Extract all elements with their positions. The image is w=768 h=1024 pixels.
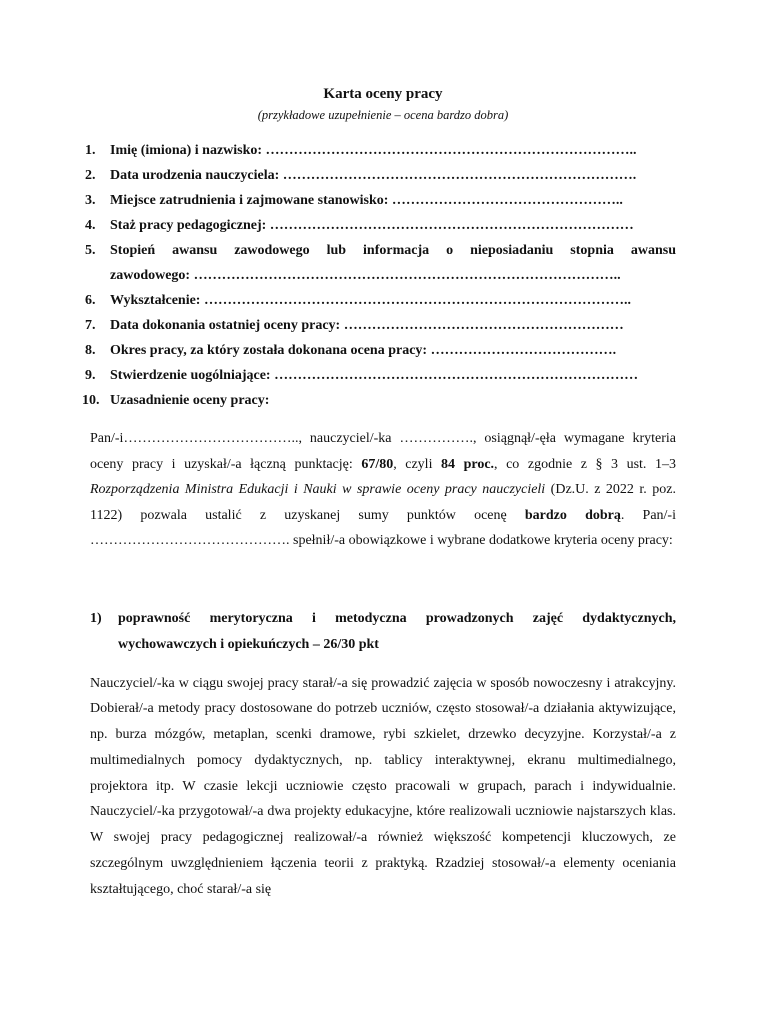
field-item	[85, 188, 676, 213]
document-subtitle: (przykładowe uzupełnienie – ocena bardzo dobra)	[257, 108, 509, 122]
field-label: Stwierdzenie uogólniające: ……………………………………………………………………	[110, 368, 639, 383]
field-item	[85, 213, 676, 238]
document-title: Karta oceny pracy	[323, 86, 443, 102]
field-number: 10.	[82, 393, 100, 408]
field-label: Miejsce zatrudnienia i zajmowane stanowisko: …………………………………………..	[110, 193, 623, 208]
field-number: 2.	[85, 168, 96, 183]
field-item	[85, 163, 676, 188]
field-label: Data dokonania ostatniej oceny pracy: ……………………………………………………	[110, 318, 624, 333]
field-number: 3.	[85, 193, 96, 208]
justification-text: , co zgodnie z § 3 ust. 1–3	[494, 456, 676, 472]
field-number: 1.	[85, 143, 96, 158]
field-item	[82, 388, 676, 413]
field-number: 9.	[85, 368, 96, 383]
criterion-number: 1)	[90, 610, 102, 626]
field-label: Data urodzenia nauczyciela: ………………………………………………………………….	[110, 168, 637, 183]
grade-value: bardzo dobrą	[524, 507, 621, 523]
field-list	[82, 138, 676, 413]
document-page	[82, 84, 676, 903]
field-item	[85, 138, 676, 163]
field-item	[85, 238, 676, 288]
field-number: 7.	[85, 318, 96, 333]
justification-text: . Pan/-i ……………………………………. spełnił/-a obowiązkowe i wybrane dodatkowe kryteria oceny pracy:	[90, 507, 676, 548]
regulation-title: Rozporządzenia Ministra Edukacji i Nauki w sprawie oceny pracy nauczycieli	[90, 482, 546, 497]
criterion-heading-text: poprawność merytoryczna i metodyczna prowadzonych zajęć dydaktycznych, wychowawczych i opiekuńczych – 26/30 pkt	[118, 610, 676, 652]
field-label: Okres pracy, za który została dokonana ocena pracy: ………………………………….	[110, 343, 617, 358]
field-label-continuation: zawodowego: ………………………………………………………………………………..	[110, 268, 621, 283]
field-item	[85, 313, 676, 338]
field-label: Wykształcenie: ………………………………………………………………………………..	[110, 293, 631, 308]
justification-text: , czyli	[393, 456, 442, 472]
field-number: 5.	[85, 243, 96, 258]
percent-value: 84 proc.	[441, 456, 495, 472]
justification-text: (Dz.U. z 2022 r. poz. 1122) pozwala ustalić z uzyskanej sumy punktów ocenę	[90, 482, 676, 523]
field-label: Uzasadnienie oceny pracy:	[110, 393, 270, 408]
field-number: 8.	[85, 343, 96, 358]
field-number: 4.	[85, 218, 96, 233]
field-item	[85, 338, 676, 363]
field-item	[85, 288, 676, 313]
field-number: 6.	[85, 293, 96, 308]
field-item	[85, 363, 676, 388]
field-label: Staż pracy pedagogicznej: ……………………………………………………………………	[110, 218, 634, 233]
criterion-description: Nauczyciel/-ka w ciągu swojej pracy starał/-a się prowadzić zajęcia w sposób nowoczesny i atrakcyjny. Dobierał/-a metody pracy dostosowane do potrzeb uczniów, często stosował/-a działania aktywizujące, np. burza mózgów, metaplan, scenki dramowe, rybi szkielet, drzewko decyzyjne. Korzystał/-a z multimedialnych pomocy dydaktycznych, np. tablicy interaktywnej, ekranu multimedialnego, projektora itp. W czasie lekcji uczniowie często pracowali w grupach, parach i indywidualnie. Nauczyciel/-ka przygotował/-a dwa projekty edukacyjne, które realizowali uczniowie najstarszych klas. W swojej pracy pedagogicznej realizował/-a również większość kompetencji kluczowych, ze szczególnym uwzględnieniem łączenia teorii z praktyką. Rzadziej stosował/-a elementy oceniania kształtującego, choć starał/-a się	[90, 675, 676, 897]
justification-text: Pan/-i……………………………….., nauczyciel/-ka ……………., osiągnął/-ęła wymagane kryteria oceny pracy i uzyskał/-a łączną punktację:	[90, 431, 676, 472]
field-label: Imię (imiona) i nazwisko: ……………………………………………………………………..	[110, 143, 637, 158]
score-value: 67/80	[361, 456, 394, 472]
field-label: Stopień awansu zawodowego lub informacja o nieposiadaniu stopnia awansu	[110, 243, 676, 258]
criterion-heading	[90, 606, 676, 658]
justification-paragraph	[90, 426, 676, 554]
